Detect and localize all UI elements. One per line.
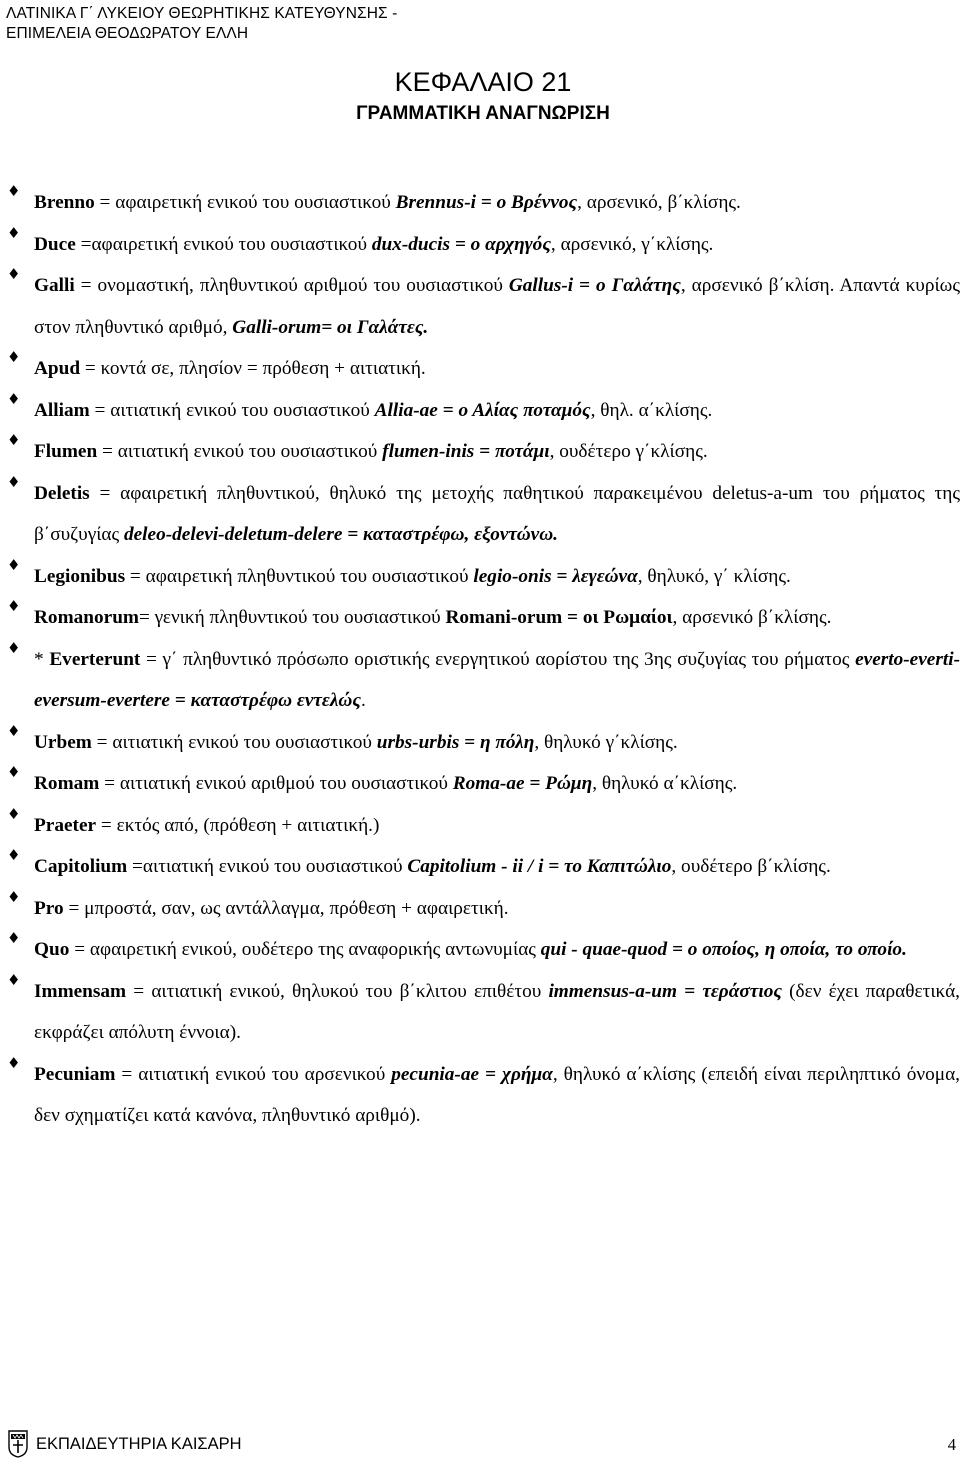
description-text: . — [360, 690, 366, 711]
term-text: Legionibus — [34, 565, 126, 587]
diamond-bullet-icon: ♦ — [7, 472, 21, 491]
header-line-2: ΕΠΙΜΕΛΕΙΑ ΘΕΟΔΩΡΑΤΟΥ ΕΛΛΗ — [6, 25, 249, 42]
diamond-bullet-icon: ♦ — [7, 182, 21, 200]
list-item — [0, 473, 960, 556]
term-text: Praeter — [34, 814, 97, 836]
list-item — [0, 929, 960, 971]
term-text: Pecuniam — [34, 1063, 116, 1085]
description-text: , θηλυκό γ΄κλίσης. — [534, 731, 678, 753]
footer-school-name: ΕΚΠΑΙΔΕΥΤΗΡΙΑ ΚΑΙΣΑΡΗ — [36, 1435, 242, 1453]
description-text: = ονομαστική, πληθυντικού αριθμού του ουσιαστικού — [74, 275, 509, 296]
list-item — [0, 846, 960, 888]
diamond-bullet-icon: ♦ — [7, 348, 21, 366]
term-text: Allia-ae = ο Αλίας ποταμός — [374, 399, 591, 421]
diamond-bullet-icon: ♦ — [7, 1053, 21, 1072]
diamond-bullet-icon: ♦ — [7, 887, 21, 906]
list-item — [0, 722, 960, 764]
description-text: (δεν έχει παραθετικά, εκφράζει απόλυτη έννοια). — [34, 980, 960, 1043]
description-text: , αρσενικό β΄κλίση. Απαντά κυρίως στον πληθυντικό αριθμό, — [34, 275, 960, 338]
term-text: everto-everti-eversum-evertere = καταστρέφω εντελώς — [34, 648, 960, 711]
term-text: urbs-urbis = η πόλη — [376, 731, 535, 753]
header-line-1: ΛΑΤΙΝΙΚΑ Γ΄ ΛΥΚΕΙΟΥ ΘΕΩΡΗΤΙΚΗΣ ΚΑΤΕΥΘΥΝΣΗΣ - — [6, 5, 398, 22]
list-item-text — [34, 431, 960, 473]
term-text: flumen-inis = ποτάμι — [382, 441, 550, 462]
description-text: = εκτός από, (πρόθεση + αιτιατική.) — [96, 814, 380, 836]
description-text: =αιτιατική ενικού του ουσιαστικού — [127, 856, 408, 877]
page-footer — [8, 1430, 958, 1458]
term-text: Quo — [34, 939, 70, 960]
term-text: deleo-delevi-deletum-delere = καταστρέφω, εξοντώνω. — [123, 524, 558, 545]
term-text: Gallus-i = ο Γαλάτης — [508, 275, 681, 296]
term-text: pecunia-ae = χρήμα — [391, 1063, 553, 1085]
term-text: Urbem — [34, 731, 92, 753]
list-item-text — [34, 265, 960, 348]
description-text: , ουδέτερο γ΄κλίσης. — [549, 441, 708, 462]
diamond-bullet-icon: ♦ — [7, 846, 21, 864]
chapter-subtitle: ΓΡΑΜΜΑΤΙΚΗ ΑΝΑΓΝΩΡΙΣΗ — [356, 103, 610, 124]
list-item — [0, 390, 960, 432]
term-text: Immensam — [34, 980, 127, 1002]
term-text: Deletis — [34, 482, 90, 504]
description-text: = μπροστά, σαν, ως αντάλλαγμα, πρόθεση + αφαιρετική. — [63, 897, 509, 919]
description-text: , θηλυκό α΄κλίσης (επειδή είναι περιληπτικό όνομα, δεν σχηματίζει κατά κανόνα, πληθυντικό αριθμό). — [34, 1063, 960, 1126]
description-text: = κοντά σε, πλησίον = πρόθεση + αιτιατική. — [80, 358, 426, 379]
term-text: legio-onis = λεγεώνα — [473, 565, 638, 587]
term-text: Pro — [34, 897, 64, 919]
term-text: Capitolium - ii / i = το Καπιτώλιο — [407, 856, 672, 877]
description-text: = αφαιρετική πληθυντικού του ουσιαστικού — [125, 565, 474, 587]
list-item-text — [34, 888, 960, 930]
term-text: Capitolium — [34, 856, 128, 877]
diamond-bullet-icon: ♦ — [7, 431, 21, 449]
description-text: = αιτιατική ενικού του ουσιαστικού — [89, 399, 375, 421]
diamond-bullet-icon: ♦ — [7, 265, 21, 283]
diamond-bullet-icon: ♦ — [7, 389, 21, 408]
description-text: = αιτιατική ενικού αριθμού του ουσιαστικού — [99, 773, 453, 794]
description-text: , αρσενικό β΄κλίσης. — [672, 607, 832, 628]
list-item — [0, 971, 960, 1054]
term-text: Romanorum — [34, 607, 139, 628]
diamond-bullet-icon: ♦ — [7, 597, 21, 615]
list-item-text — [34, 805, 960, 847]
chapter-title-block — [0, 66, 960, 127]
document-header — [6, 4, 397, 44]
list-item-text — [34, 846, 960, 888]
diamond-bullet-icon: ♦ — [7, 555, 21, 574]
description-text: = αφαιρετική ενικού του ουσιαστικού — [94, 192, 396, 213]
description-text: , αρσενικό, β΄κλίσης. — [577, 192, 741, 213]
list-item — [0, 1054, 960, 1137]
term-text: Brennus-i = ο Βρέννος — [395, 192, 578, 213]
list-item — [0, 888, 960, 930]
list-item-text — [34, 971, 960, 1054]
diamond-bullet-icon: ♦ — [7, 929, 21, 947]
list-item-text — [34, 224, 960, 266]
description-text: = γ΄ πληθυντικό πρόσωπο οριστικής ενεργητικού αορίστου της 3ης συζυγίας του ρήματος — [140, 648, 856, 670]
description-text: = αιτιατική ενικού του ουσιαστικού — [97, 441, 383, 462]
list-item — [0, 556, 960, 598]
list-item-text — [34, 722, 960, 764]
vocabulary-list — [0, 182, 960, 1137]
description-text: , θηλυκό, γ΄ κλίσης. — [637, 565, 791, 587]
school-crest-icon — [8, 1430, 28, 1458]
list-item-text — [34, 597, 960, 639]
list-item-text — [34, 473, 960, 556]
list-item — [0, 348, 960, 390]
description-text: = αιτιατική ενικού του ουσιαστικού — [91, 731, 377, 753]
term-text: Duce — [34, 233, 76, 255]
list-item — [0, 763, 960, 805]
list-item-text — [34, 763, 960, 805]
list-item-text — [34, 348, 960, 390]
term-text: Apud — [34, 358, 81, 379]
description-text: =αφαιρετική ενικού του ουσιαστικού — [75, 233, 372, 255]
description-text: , θηλ. α΄κλίσης. — [590, 399, 713, 421]
description-text: * — [34, 648, 50, 670]
diamond-bullet-icon: ♦ — [7, 763, 21, 781]
list-item — [0, 265, 960, 348]
list-item-text — [34, 639, 960, 722]
list-item-text — [34, 1054, 960, 1137]
list-item — [0, 224, 960, 266]
description-text: , ουδέτερο β΄κλίσης. — [671, 856, 831, 877]
diamond-bullet-icon: ♦ — [7, 638, 21, 657]
list-item-text — [34, 556, 960, 598]
list-item — [0, 639, 960, 722]
list-item-text — [34, 390, 960, 432]
list-item — [0, 431, 960, 473]
description-text: = αφαιρετική πληθυντικού, θηλυκό της μετοχής παθητικού παρακειμένου deletus-a-um του ρήματος της β΄συζυγίας — [34, 482, 960, 545]
term-text: Romam — [34, 773, 100, 794]
term-text: Flumen — [34, 441, 98, 462]
diamond-bullet-icon: ♦ — [7, 970, 21, 989]
term-text: Alliam — [34, 399, 90, 421]
list-item — [0, 182, 960, 224]
term-text: Romani-orum = οι Ρωμαίοι — [445, 607, 673, 628]
term-text: Galli-orum= οι Γαλάτες. — [232, 316, 429, 338]
description-text: = αιτιατική ενικού του αρσενικού — [115, 1063, 392, 1085]
diamond-bullet-icon: ♦ — [7, 223, 21, 242]
term-text: immensus-a-um = τεράστιος — [548, 980, 782, 1002]
chapter-title: ΚΕΦΑΛΑΙΟ 21 — [394, 67, 572, 97]
list-item — [0, 805, 960, 847]
term-text: Roma-ae = Ρώμη — [452, 773, 593, 794]
description-text: , θηλυκό α΄κλίσης. — [592, 773, 738, 794]
list-item — [0, 597, 960, 639]
term-text: Brenno — [34, 192, 95, 213]
term-text: Everterunt — [49, 648, 141, 670]
description-text: = αφαιρετική ενικού, ουδέτερο της αναφορικής αντωνυμίας — [69, 939, 541, 960]
term-text: Galli — [34, 275, 75, 296]
page-number: 4 — [947, 1435, 956, 1454]
term-text: dux-ducis = ο αρχηγός — [371, 233, 551, 255]
term-text: qui - quae-quod = ο οποίος, η οποία, το οποίο. — [540, 939, 907, 960]
list-item-text — [34, 182, 960, 224]
list-item-text — [34, 929, 960, 971]
diamond-bullet-icon: ♦ — [7, 804, 21, 823]
description-text: = αιτιατική ενικού, θηλυκού του β΄κλιτου επιθέτου — [126, 980, 549, 1002]
diamond-bullet-icon: ♦ — [7, 721, 21, 740]
description-text: = γενική πληθυντικού του ουσιαστικού — [138, 607, 446, 628]
description-text: , αρσενικό, γ΄κλίσης. — [550, 233, 714, 255]
